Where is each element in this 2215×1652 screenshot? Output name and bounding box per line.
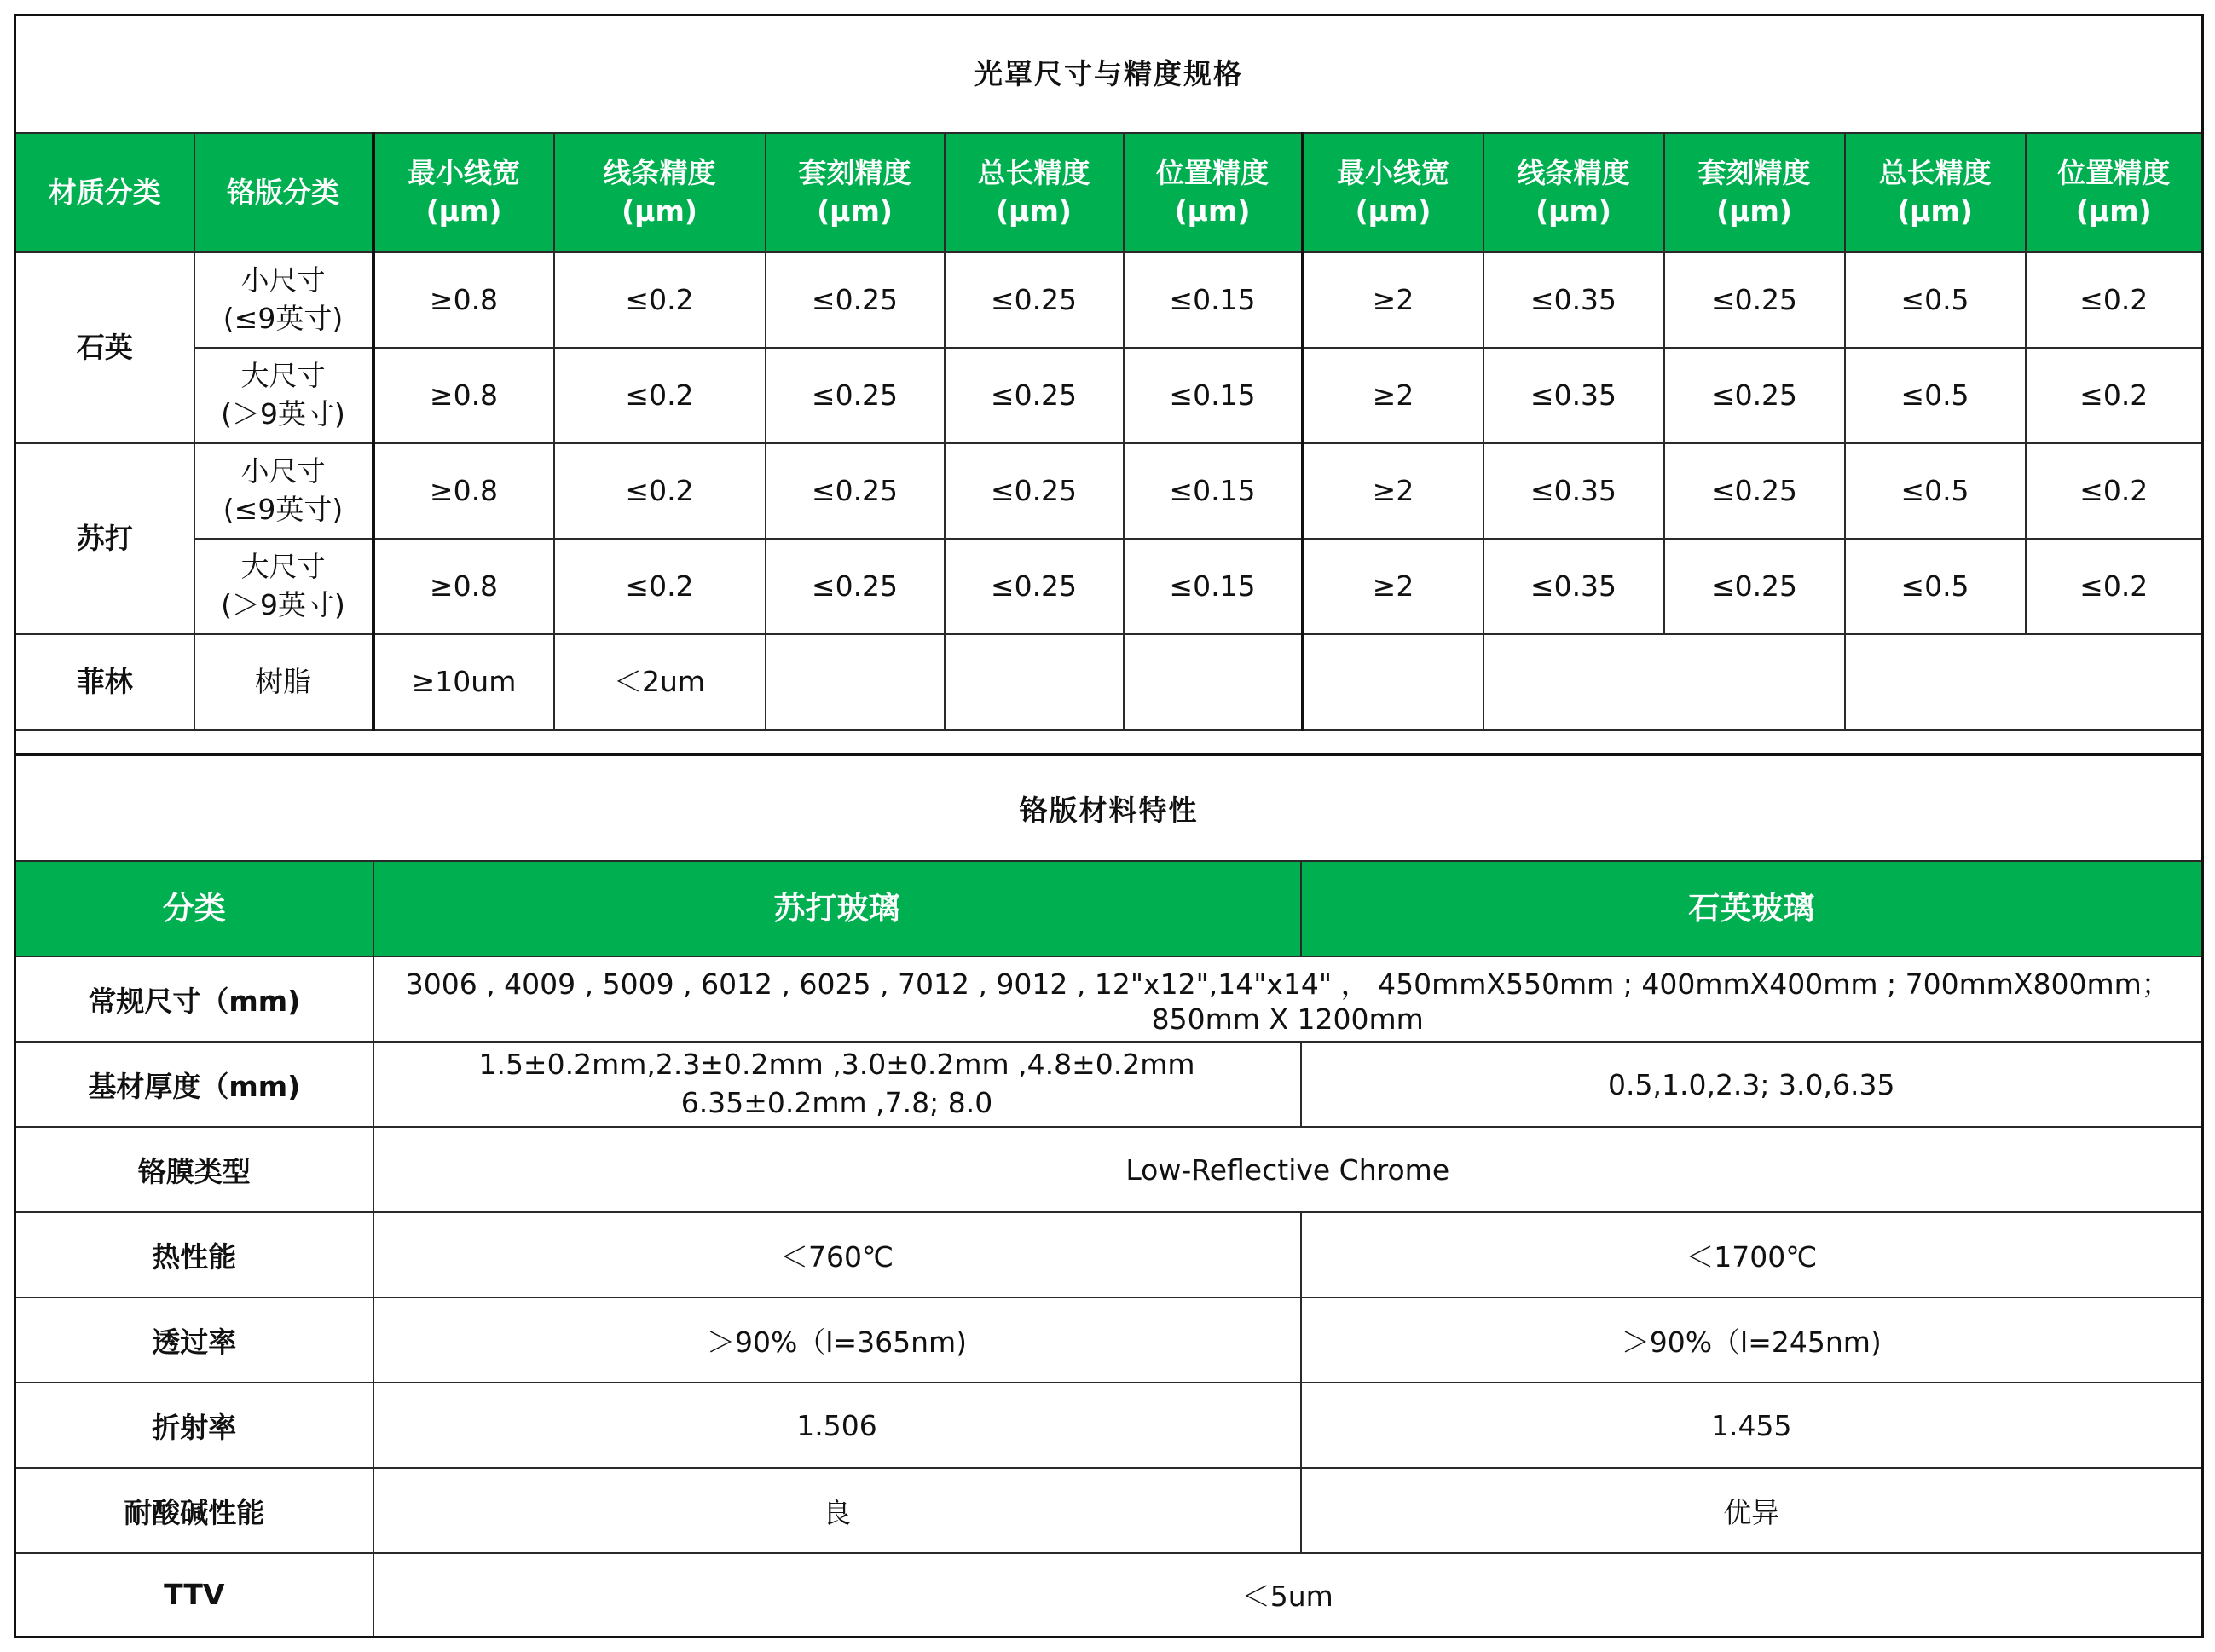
value-cell: ＜2um (554, 634, 766, 730)
header-quartz-glass: 石英玻璃 (1301, 861, 2203, 956)
value-cell: ≥10um (373, 634, 554, 730)
material-soda: 苏打 (15, 443, 194, 634)
header-material: 材质分类 (15, 133, 194, 252)
value-cell: ≥2 (1303, 348, 1483, 443)
table-row (15, 348, 2203, 443)
header-col-8: 套刻精度 (µm) (1664, 133, 1845, 252)
value-cell: ≤0.25 (1664, 252, 1845, 348)
header-col-2: 线条精度 (µm) (554, 133, 766, 252)
value-cell: ≥0.8 (373, 252, 554, 348)
value-cell: ≤0.2 (554, 252, 766, 348)
value-cell: ≤0.25 (945, 252, 1124, 348)
table-row (15, 252, 2203, 348)
table-row-film (15, 634, 2203, 730)
transmittance-soda: ＞90%（l=365nm) (373, 1297, 1301, 1383)
value-cell: ≤0.15 (1124, 348, 1303, 443)
value-cell: ≤0.25 (945, 443, 1124, 539)
table-row (15, 1383, 2203, 1468)
thermal-quartz: ＜1700℃ (1301, 1212, 2203, 1297)
value-cell: ≤0.25 (766, 443, 945, 539)
refraction-quartz: 1.455 (1301, 1383, 2203, 1468)
table-gap (15, 730, 2203, 754)
value-cell: ≥0.8 (373, 348, 554, 443)
value-cell: ≤0.2 (554, 539, 766, 634)
empty-cell (766, 634, 945, 730)
table-row (15, 1553, 2203, 1637)
value-cell: ≤0.2 (2026, 539, 2203, 634)
value-cell: ≥2 (1303, 539, 1483, 634)
value-cell: ≤0.15 (1124, 539, 1303, 634)
value-cell: ≥0.8 (373, 539, 554, 634)
header-col-7: 线条精度 (µm) (1483, 133, 1664, 252)
value-cell: ≤0.25 (1664, 348, 1845, 443)
table-row (15, 539, 2203, 634)
value-cell: ≤0.25 (945, 539, 1124, 634)
header-chrome-type: 铬版分类 (194, 133, 373, 252)
header-col-4: 总长精度 (µm) (945, 133, 1124, 252)
value-cell: ≤0.35 (1483, 443, 1664, 539)
film-type-value: Low-Reflective Chrome (373, 1127, 2203, 1212)
table-row (15, 1212, 2203, 1297)
value-cell: ≤0.25 (766, 348, 945, 443)
empty-cell (1303, 634, 1483, 730)
empty-cell (1124, 634, 1303, 730)
value-cell: ≤0.5 (1845, 348, 2026, 443)
table-row (15, 1042, 2203, 1127)
row-label-ttv: TTV (15, 1553, 373, 1637)
header-col-9: 总长精度 (µm) (1845, 133, 2026, 252)
thickness-quartz: 0.5,1.0,2.3; 3.0,6.35 (1301, 1042, 2203, 1127)
chrome-size-cell: 大尺寸 (＞9英寸) (194, 539, 373, 634)
row-label-acid: 耐酸碱性能 (15, 1468, 373, 1553)
size-value: 3006 , 4009 , 5009 , 6012 , 6025 , 7012 , 9012 , 12"x12",14"x14" ， 450mmX550mm ; 400mmX400mm ; 700mmX800mm； 850mm X 1200mm (373, 956, 2203, 1042)
thermal-soda: ＜760℃ (373, 1212, 1301, 1297)
value-cell: ≤0.5 (1845, 539, 2026, 634)
header-col-3: 套刻精度 (µm) (766, 133, 945, 252)
value-cell: ≤0.15 (1124, 252, 1303, 348)
material-quartz: 石英 (15, 252, 194, 443)
value-cell: ≤0.35 (1483, 348, 1664, 443)
header-category: 分类 (15, 861, 373, 956)
chrome-size-cell: 大尺寸 (＞9英寸) (194, 348, 373, 443)
acid-soda: 良 (373, 1468, 1301, 1553)
header-col-5: 位置精度 (µm) (1124, 133, 1303, 252)
film-type-cell: 树脂 (194, 634, 373, 730)
chrome-material-table (14, 754, 2204, 1638)
value-cell: ≥0.8 (373, 443, 554, 539)
table-row (15, 1297, 2203, 1383)
empty-cell (1483, 634, 1845, 730)
spec-sheet (14, 14, 2201, 1638)
row-label-transmittance: 透过率 (15, 1297, 373, 1383)
table-row (15, 956, 2203, 1042)
value-cell: ≤0.35 (1483, 539, 1664, 634)
value-cell: ≤0.2 (2026, 443, 2203, 539)
value-cell: ≤0.35 (1483, 252, 1664, 348)
mask-size-precision-table (14, 14, 2204, 755)
row-label-thickness: 基材厚度（mm) (15, 1042, 373, 1127)
value-cell: ≤0.25 (1664, 539, 1845, 634)
value-cell: ≤0.25 (766, 539, 945, 634)
value-cell: ≥2 (1303, 443, 1483, 539)
table-row (15, 443, 2203, 539)
material-film: 菲林 (15, 634, 194, 730)
chrome-size-cell: 小尺寸 (≤9英寸) (194, 443, 373, 539)
value-cell: ≤0.15 (1124, 443, 1303, 539)
table-row (15, 1127, 2203, 1212)
value-cell: ≤0.2 (2026, 348, 2203, 443)
value-cell: ≤0.25 (945, 348, 1124, 443)
header-col-6: 最小线宽 (µm) (1303, 133, 1483, 252)
value-cell: ≤0.25 (766, 252, 945, 348)
value-cell: ≤0.5 (1845, 443, 2026, 539)
value-cell: ≤0.25 (1664, 443, 1845, 539)
row-label-thermal: 热性能 (15, 1212, 373, 1297)
refraction-soda: 1.506 (373, 1383, 1301, 1468)
header-col-10: 位置精度 (µm) (2026, 133, 2203, 252)
table1-title: 光罩尺寸与精度规格 (15, 15, 2203, 134)
value-cell: ≤0.2 (554, 348, 766, 443)
value-cell: ≤0.5 (1845, 252, 2026, 348)
header-col-1: 最小线宽 (µm) (373, 133, 554, 252)
acid-quartz: 优异 (1301, 1468, 2203, 1553)
row-label-refraction: 折射率 (15, 1383, 373, 1468)
empty-cell (1845, 634, 2203, 730)
header-soda-glass: 苏打玻璃 (373, 861, 1301, 956)
table2-title: 铬版材料特性 (15, 755, 2203, 862)
row-label-film-type: 铬膜类型 (15, 1127, 373, 1212)
row-label-size: 常规尺寸（mm) (15, 956, 373, 1042)
empty-cell (945, 634, 1124, 730)
value-cell: ≥2 (1303, 252, 1483, 348)
value-cell: ≤0.2 (2026, 252, 2203, 348)
value-cell: ≤0.2 (554, 443, 766, 539)
chrome-size-cell: 小尺寸 (≤9英寸) (194, 252, 373, 348)
table-row (15, 1468, 2203, 1553)
ttv-value: ＜5um (373, 1553, 2203, 1637)
transmittance-quartz: ＞90%（l=245nm) (1301, 1297, 2203, 1383)
thickness-soda: 1.5±0.2mm,2.3±0.2mm ,3.0±0.2mm ,4.8±0.2mm 6.35±0.2mm ,7.8; 8.0 (373, 1042, 1301, 1127)
